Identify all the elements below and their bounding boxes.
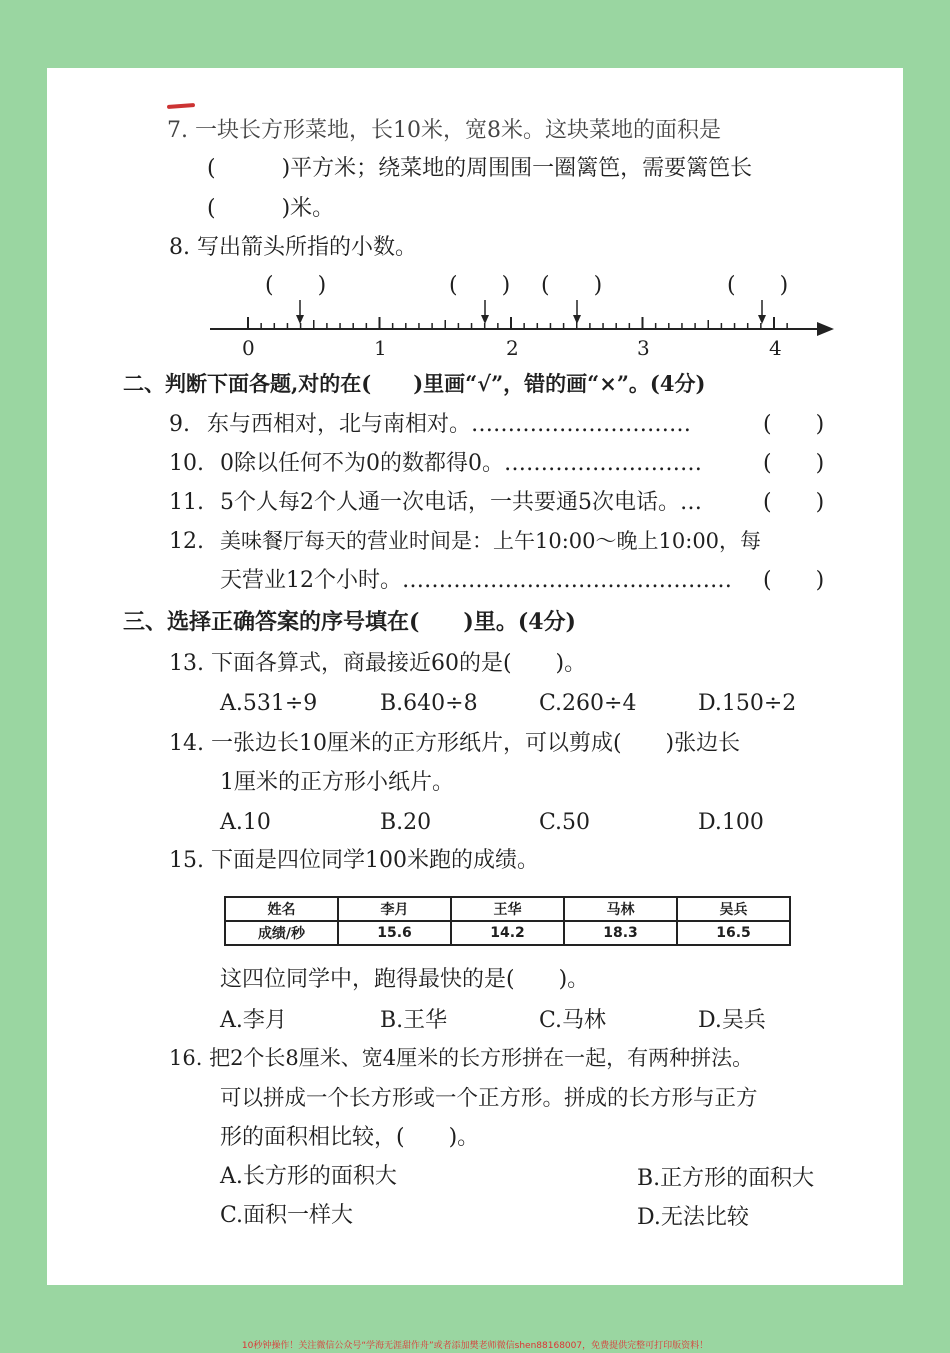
q9-text: 东与西相对，北与南相对。…………………………	[207, 412, 692, 437]
q14-option-a: A.10	[220, 810, 271, 835]
score-table-cell: 李月	[338, 897, 451, 921]
score-table-cell: 马林	[564, 897, 677, 921]
q12-num: 12.	[169, 529, 204, 554]
tick-label-1: 1	[374, 336, 387, 360]
q9-answer-paren[interactable]: ( )	[763, 412, 825, 437]
q11-text: 5个人每2个人通一次电话，一共要通5次电话。…	[220, 490, 702, 515]
tick-label-3: 3	[637, 336, 650, 360]
q13-option-d: D.150÷2	[698, 691, 797, 716]
q12-text-2: 天营业12个小时。………………………………………	[220, 568, 732, 593]
q15-stem: 15. 下面是四位同学100米跑的成绩。	[169, 848, 539, 873]
q8-paren-2: ( )	[449, 273, 511, 298]
q13-stem: 13. 下面各算式，商最接近60的是( )。	[169, 651, 587, 676]
q13-option-b: B.640÷8	[380, 691, 478, 716]
q11-num: 11.	[169, 490, 204, 515]
q9-num: 9.	[169, 412, 190, 437]
score-table-cell: 成绩/秒	[225, 921, 338, 945]
score-table-value-row	[225, 921, 790, 945]
worksheet-page	[47, 68, 903, 1285]
q15-option-c: C.马林	[539, 1008, 607, 1033]
score-table-cell: 王华	[451, 897, 564, 921]
q14-option-b: B.20	[380, 810, 432, 835]
score-table-cell: 15.6	[338, 921, 451, 945]
section2-title: 二、判断下面各题,对的在( )里画“√”，错的画“×”。(4分)	[123, 371, 706, 396]
q8-paren-3: ( )	[541, 273, 603, 298]
number-line	[47, 68, 903, 368]
score-table-cell: 姓名	[225, 897, 338, 921]
q8-title: 8. 写出箭头所指的小数。	[169, 235, 417, 260]
q13-option-a: A.531÷9	[220, 691, 318, 716]
pointer-arrow-1	[296, 300, 304, 324]
q15-option-b: B.王华	[380, 1008, 448, 1033]
score-table-cell: 18.3	[564, 921, 677, 945]
pointer-arrow-3	[573, 300, 581, 324]
q15-option-d: D.吴兵	[698, 1008, 766, 1033]
score-table-header-row	[225, 897, 790, 921]
q15-option-a: A.李月	[220, 1008, 287, 1033]
q7-line2: ( )平方米；绕菜地的周围围一圈篱笆，需要篱笆长	[207, 156, 753, 181]
tick-label-0: 0	[242, 336, 255, 360]
q10-text: 0除以任何不为0的数都得0。………………………	[220, 451, 702, 476]
pointer-arrow-4	[758, 300, 766, 324]
q16-stem-1: 16. 把2个长8厘米、宽4厘米的长方形拼在一起，有两种拼法。	[169, 1046, 754, 1070]
section3-title: 三、选择正确答案的序号填在( )里。(4分)	[123, 609, 576, 635]
q14-stem-1: 14. 一张边长10厘米的正方形纸片，可以剪成( )张边长	[169, 731, 741, 756]
q10-num: 10.	[169, 451, 204, 476]
q16-option-d: D.无法比较	[637, 1205, 749, 1230]
q16-option-a: A.长方形的面积大	[220, 1164, 397, 1189]
q13-option-c: C.260÷4	[539, 691, 637, 716]
q14-option-d: D.100	[698, 810, 764, 835]
q12-answer-paren[interactable]: ( )	[763, 568, 825, 593]
number-line-arrowhead	[817, 322, 834, 336]
q16-stem-3: 形的面积相比较，( )。	[220, 1125, 480, 1150]
tick-label-2: 2	[506, 336, 519, 360]
pointer-arrow-2	[481, 300, 489, 324]
q8-paren-1: ( )	[265, 273, 327, 298]
q7-line1: 7. 一块长方形菜地，长10米，宽8米。这块菜地的面积是	[167, 118, 721, 143]
footer-note: 10秒钟操作！关注微信公众号“学海无涯甜作舟”或者添加樊老师微信shen88168007，免费提供完整可打印版资料！	[241, 1341, 709, 1351]
score-table	[224, 896, 791, 946]
score-table-cell: 吴兵	[677, 897, 790, 921]
q15-question: 这四位同学中，跑得最快的是( )。	[220, 967, 590, 992]
q16-option-b: B.正方形的面积大	[637, 1166, 815, 1191]
tick-label-4: 4	[769, 336, 782, 360]
score-table-cell: 14.2	[451, 921, 564, 945]
q7-line3: ( )米。	[207, 196, 335, 221]
q11-answer-paren[interactable]: ( )	[763, 490, 825, 515]
q12-text: 美味餐厅每天的营业时间是：上午10:00～晚上10:00，每	[220, 529, 762, 553]
q16-stem-2: 可以拼成一个长方形或一个正方形。拼成的长方形与正方	[220, 1086, 758, 1111]
q14-stem-2: 1厘米的正方形小纸片。	[220, 770, 454, 795]
score-table-cell: 16.5	[677, 921, 790, 945]
q8-paren-4: ( )	[727, 273, 789, 298]
q10-answer-paren[interactable]: ( )	[763, 451, 825, 476]
q16-option-c: C.面积一样大	[220, 1203, 354, 1228]
q14-option-c: C.50	[539, 810, 591, 835]
